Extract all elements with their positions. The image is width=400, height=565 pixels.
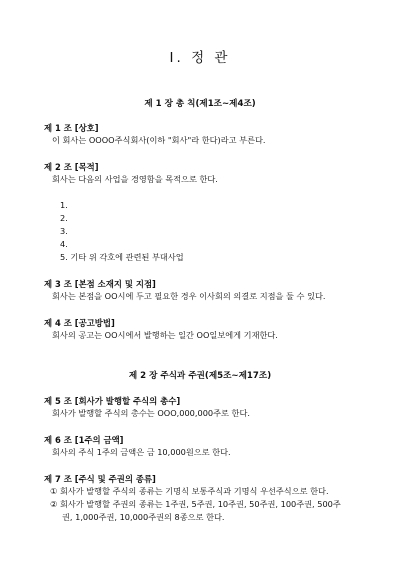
article-5-body: 회사가 발행할 주식의 총수는 OOO,000,000주로 한다.: [52, 408, 250, 418]
article-2-heading: 제 2 조 [목적]: [44, 162, 99, 172]
article-7-clause-1: ① 회사가 발행할 주식의 종류는 기명식 보통주식과 기명식 우선주식으로 한다.: [50, 486, 329, 496]
article-1-body: 이 회사는 OOOO주식회사(이하 "회사"라 한다)라고 부른다.: [52, 135, 266, 145]
article-4-heading: 제 4 조 [공고방법]: [44, 318, 115, 328]
article-1-heading: 제 1 조 [상호]: [44, 123, 99, 133]
article-7-clause-2-cont: 권, 1,000주권, 10,000주권의 8종으로 한다.: [62, 512, 225, 522]
article-4-body: 회사의 공고는 OO시에서 발행하는 일간 OO일보에게 기재한다.: [52, 330, 278, 340]
article-6-body: 회사의 주식 1주의 금액은 금 10,000원으로 한다.: [52, 447, 231, 457]
article-2-item-2: 2.: [60, 213, 68, 223]
article-6-heading: 제 6 조 [1주의 금액]: [44, 435, 124, 445]
chapter-2-heading: 제 2 장 주식과 주권(제5조~제17조): [128, 371, 272, 381]
article-7-heading: 제 7 조 [주식 및 주권의 종류]: [44, 474, 156, 484]
article-2-item-5: 5. 기타 위 각호에 관련된 부대사업: [60, 252, 184, 262]
document-title: I. 정 관: [169, 50, 231, 66]
article-2-item-3: 3.: [60, 226, 68, 236]
article-3-body: 회사는 본점을 OO시에 두고 필요한 경우 이사회의 의결로 지점을 둘 수 있다.: [52, 291, 326, 301]
article-3-heading: 제 3 조 [본점 소재지 및 지점]: [44, 279, 156, 289]
chapter-1-heading: 제 1 장 총 칙(제1조~제4조): [144, 99, 256, 109]
article-7-clause-2: ② 회사가 발행할 주권의 종류는 1주권, 5주권, 10주권, 50주권, 100주권, 500주: [50, 499, 341, 509]
article-5-heading: 제 5 조 [회사가 발행할 주식의 총수]: [44, 396, 181, 406]
article-2-body: 회사는 다음의 사업을 경영함을 목적으로 한다.: [52, 174, 218, 184]
article-2-item-4: 4.: [60, 239, 68, 249]
article-2-item-1: 1.: [60, 200, 68, 210]
